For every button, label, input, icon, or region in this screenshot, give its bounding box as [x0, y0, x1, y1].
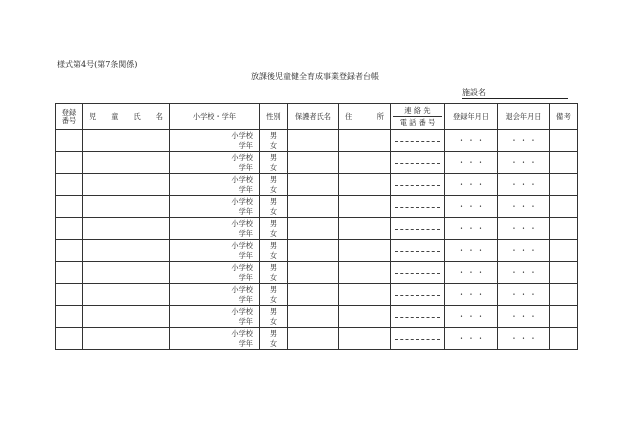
address-cell[interactable]	[339, 306, 391, 328]
grade-label: 学年	[238, 250, 253, 260]
grade-label: 学年	[238, 184, 253, 194]
reg-date-cell[interactable]	[445, 240, 498, 262]
table-row	[56, 306, 578, 328]
guardian-cell[interactable]	[288, 306, 339, 328]
guardian-cell[interactable]	[288, 218, 339, 240]
table-row	[56, 262, 578, 284]
school-label: 小学校	[231, 175, 253, 184]
date-dots: ・ ・ ・	[457, 224, 485, 233]
col-withdraw-date: 退会年月日	[498, 104, 550, 130]
contact-cell[interactable]	[391, 152, 445, 174]
female-label: 女	[269, 272, 278, 282]
contact-cell[interactable]	[391, 240, 445, 262]
contact-cell[interactable]	[391, 196, 445, 218]
female-label: 女	[269, 206, 278, 216]
guardian-cell[interactable]	[288, 130, 339, 152]
child-name-cell[interactable]	[83, 284, 170, 306]
col-gender: 性別	[260, 104, 288, 130]
grade-label: 学年	[238, 338, 253, 348]
grade-label: 学年	[238, 294, 253, 304]
withdraw-date-cell[interactable]	[498, 328, 550, 350]
child-name-cell[interactable]	[83, 218, 170, 240]
date-dots: ・ ・ ・	[510, 202, 537, 211]
male-label: 男	[269, 241, 278, 250]
male-label: 男	[269, 285, 278, 294]
remarks-cell[interactable]	[550, 218, 578, 240]
contact-divider	[395, 229, 440, 230]
female-label: 女	[269, 294, 278, 304]
address-cell[interactable]	[339, 240, 391, 262]
reg-date-cell[interactable]	[445, 284, 498, 306]
child-name-cell[interactable]	[83, 174, 170, 196]
withdraw-date-cell[interactable]	[498, 196, 550, 218]
grade-label: 学年	[238, 272, 253, 282]
school-grade-cell[interactable]	[170, 196, 260, 218]
date-dots: ・ ・ ・	[457, 246, 485, 255]
date-dots: ・ ・ ・	[457, 180, 485, 189]
contact-divider	[395, 163, 440, 164]
child-name-cell[interactable]	[83, 240, 170, 262]
contact-cell[interactable]	[391, 284, 445, 306]
table-row	[56, 240, 578, 262]
col-remarks: 備 考	[550, 104, 578, 130]
school-grade-cell[interactable]	[170, 262, 260, 284]
reg-date-cell[interactable]	[445, 328, 498, 350]
address-cell[interactable]	[339, 174, 391, 196]
facility-label: 施設名	[462, 88, 486, 97]
male-label: 男	[269, 131, 278, 140]
remarks-cell[interactable]	[550, 306, 578, 328]
gender-cell[interactable]	[260, 328, 288, 350]
school-grade-cell[interactable]	[170, 328, 260, 350]
gender-cell[interactable]	[260, 174, 288, 196]
reg-no-cell[interactable]	[56, 328, 83, 350]
address-cell[interactable]	[339, 218, 391, 240]
address-cell[interactable]	[339, 262, 391, 284]
date-dots: ・ ・ ・	[457, 158, 485, 167]
table-row	[56, 130, 578, 152]
contact-cell[interactable]	[391, 306, 445, 328]
male-label: 男	[269, 329, 278, 338]
child-name-cell[interactable]	[83, 152, 170, 174]
female-label: 女	[269, 228, 278, 238]
school-label: 小学校	[231, 263, 253, 272]
contact-divider	[395, 141, 440, 142]
table-row	[56, 328, 578, 350]
contact-divider	[395, 207, 440, 208]
school-label: 小学校	[231, 285, 253, 294]
contact-cell[interactable]	[391, 218, 445, 240]
guardian-cell[interactable]	[288, 196, 339, 218]
address-cell[interactable]	[339, 152, 391, 174]
date-dots: ・ ・ ・	[457, 334, 485, 343]
date-dots: ・ ・ ・	[510, 224, 537, 233]
school-label: 小学校	[231, 153, 253, 162]
reg-date-cell[interactable]	[445, 218, 498, 240]
school-label: 小学校	[231, 241, 253, 250]
contact-cell[interactable]	[391, 262, 445, 284]
date-dots: ・ ・ ・	[510, 268, 537, 277]
table-header-row	[56, 104, 578, 130]
male-label: 男	[269, 175, 278, 184]
facility-name-field[interactable]	[462, 88, 568, 99]
contact-divider	[395, 251, 440, 252]
date-dots: ・ ・ ・	[510, 136, 537, 145]
form-number: 様式第4号(第7条関係)	[57, 60, 138, 69]
gender-cell[interactable]	[260, 262, 288, 284]
date-dots: ・ ・ ・	[457, 290, 485, 299]
school-grade-cell[interactable]	[170, 240, 260, 262]
child-name-cell[interactable]	[83, 262, 170, 284]
withdraw-date-cell[interactable]	[498, 240, 550, 262]
reg-no-cell[interactable]	[56, 130, 83, 152]
contact-divider	[395, 317, 440, 318]
child-name-cell[interactable]	[83, 328, 170, 350]
reg-no-cell[interactable]	[56, 174, 83, 196]
withdraw-date-cell[interactable]	[498, 218, 550, 240]
reg-date-cell[interactable]	[445, 306, 498, 328]
gender-cell[interactable]	[260, 196, 288, 218]
male-label: 男	[269, 197, 278, 206]
table-row	[56, 152, 578, 174]
remarks-cell[interactable]	[550, 240, 578, 262]
date-dots: ・ ・ ・	[510, 246, 537, 255]
reg-date-cell[interactable]	[445, 174, 498, 196]
remarks-cell[interactable]	[550, 262, 578, 284]
guardian-cell[interactable]	[288, 328, 339, 350]
female-label: 女	[269, 162, 278, 172]
grade-label: 学年	[238, 316, 253, 326]
grade-label: 学年	[238, 228, 253, 238]
school-grade-cell[interactable]	[170, 152, 260, 174]
school-grade-cell[interactable]	[170, 174, 260, 196]
withdraw-date-cell[interactable]	[498, 174, 550, 196]
gender-cell[interactable]	[260, 130, 288, 152]
male-label: 男	[269, 307, 278, 316]
reg-date-cell[interactable]	[445, 196, 498, 218]
document-title: 放課後児童健全育成事業登録者台帳	[251, 72, 379, 81]
withdraw-date-cell[interactable]	[498, 306, 550, 328]
school-label: 小学校	[231, 219, 253, 228]
reg-no-cell[interactable]	[56, 240, 83, 262]
guardian-cell[interactable]	[288, 240, 339, 262]
registry-table	[55, 103, 578, 350]
date-dots: ・ ・ ・	[457, 202, 485, 211]
female-label: 女	[269, 140, 278, 150]
reg-no-cell[interactable]	[56, 196, 83, 218]
male-label: 男	[269, 153, 278, 162]
contact-cell[interactable]	[391, 130, 445, 152]
date-dots: ・ ・ ・	[457, 136, 485, 145]
female-label: 女	[269, 316, 278, 326]
col-child-name: 児 童 氏 名	[83, 104, 170, 130]
reg-date-cell[interactable]	[445, 152, 498, 174]
remarks-cell[interactable]	[550, 174, 578, 196]
child-name-cell[interactable]	[83, 130, 170, 152]
reg-no-cell[interactable]	[56, 152, 83, 174]
address-cell[interactable]	[339, 284, 391, 306]
reg-no-cell[interactable]	[56, 306, 83, 328]
child-name-cell[interactable]	[83, 196, 170, 218]
contact-cell[interactable]	[391, 328, 445, 350]
table-row	[56, 174, 578, 196]
contact-divider	[395, 185, 440, 186]
table-row	[56, 218, 578, 240]
col-address: 住 所	[339, 104, 391, 130]
guardian-cell[interactable]	[288, 262, 339, 284]
gender-cell[interactable]	[260, 152, 288, 174]
gender-cell[interactable]	[260, 218, 288, 240]
guardian-cell[interactable]	[288, 284, 339, 306]
date-dots: ・ ・ ・	[510, 158, 537, 167]
col-reg-date: 登録年月日	[445, 104, 498, 130]
reg-no-cell[interactable]	[56, 262, 83, 284]
male-label: 男	[269, 219, 278, 228]
reg-date-cell[interactable]	[445, 130, 498, 152]
reg-no-cell[interactable]	[56, 218, 83, 240]
grade-label: 学年	[238, 162, 253, 172]
withdraw-date-cell[interactable]	[498, 152, 550, 174]
gender-cell[interactable]	[260, 284, 288, 306]
school-label: 小学校	[231, 329, 253, 338]
col-school-grade: 小学校・学年	[170, 104, 260, 130]
address-cell[interactable]	[339, 196, 391, 218]
school-label: 小学校	[231, 197, 253, 206]
date-dots: ・ ・ ・	[510, 180, 537, 189]
reg-date-cell[interactable]	[445, 262, 498, 284]
contact-cell[interactable]	[391, 174, 445, 196]
school-label: 小学校	[231, 131, 253, 140]
col-reg-no: 登録 番号	[56, 104, 83, 130]
grade-label: 学年	[238, 140, 253, 150]
col-guardian: 保護者氏名	[288, 104, 339, 130]
school-label: 小学校	[231, 307, 253, 316]
reg-no-cell[interactable]	[56, 284, 83, 306]
remarks-cell[interactable]	[550, 152, 578, 174]
remarks-cell[interactable]	[550, 328, 578, 350]
grade-label: 学年	[238, 206, 253, 216]
female-label: 女	[269, 250, 278, 260]
school-grade-cell[interactable]	[170, 284, 260, 306]
table-row	[56, 284, 578, 306]
date-dots: ・ ・ ・	[457, 312, 485, 321]
female-label: 女	[269, 184, 278, 194]
guardian-cell[interactable]	[288, 152, 339, 174]
remarks-cell[interactable]	[550, 130, 578, 152]
col-contact: 連 絡 先 電 話 番 号	[391, 104, 445, 130]
guardian-cell[interactable]	[288, 174, 339, 196]
date-dots: ・ ・ ・	[510, 334, 537, 343]
remarks-cell[interactable]	[550, 284, 578, 306]
withdraw-date-cell[interactable]	[498, 130, 550, 152]
address-cell[interactable]	[339, 130, 391, 152]
contact-divider	[395, 339, 440, 340]
gender-cell[interactable]	[260, 306, 288, 328]
school-grade-cell[interactable]	[170, 218, 260, 240]
gender-cell[interactable]	[260, 240, 288, 262]
school-grade-cell[interactable]	[170, 306, 260, 328]
withdraw-date-cell[interactable]	[498, 262, 550, 284]
date-dots: ・ ・ ・	[457, 268, 485, 277]
withdraw-date-cell[interactable]	[498, 284, 550, 306]
school-grade-cell[interactable]	[170, 130, 260, 152]
address-cell[interactable]	[339, 328, 391, 350]
contact-divider	[395, 273, 440, 274]
date-dots: ・ ・ ・	[510, 290, 537, 299]
remarks-cell[interactable]	[550, 196, 578, 218]
child-name-cell[interactable]	[83, 306, 170, 328]
contact-divider	[395, 295, 440, 296]
male-label: 男	[269, 263, 278, 272]
table-row	[56, 196, 578, 218]
female-label: 女	[269, 338, 278, 348]
table-body	[56, 130, 578, 350]
date-dots: ・ ・ ・	[510, 312, 537, 321]
